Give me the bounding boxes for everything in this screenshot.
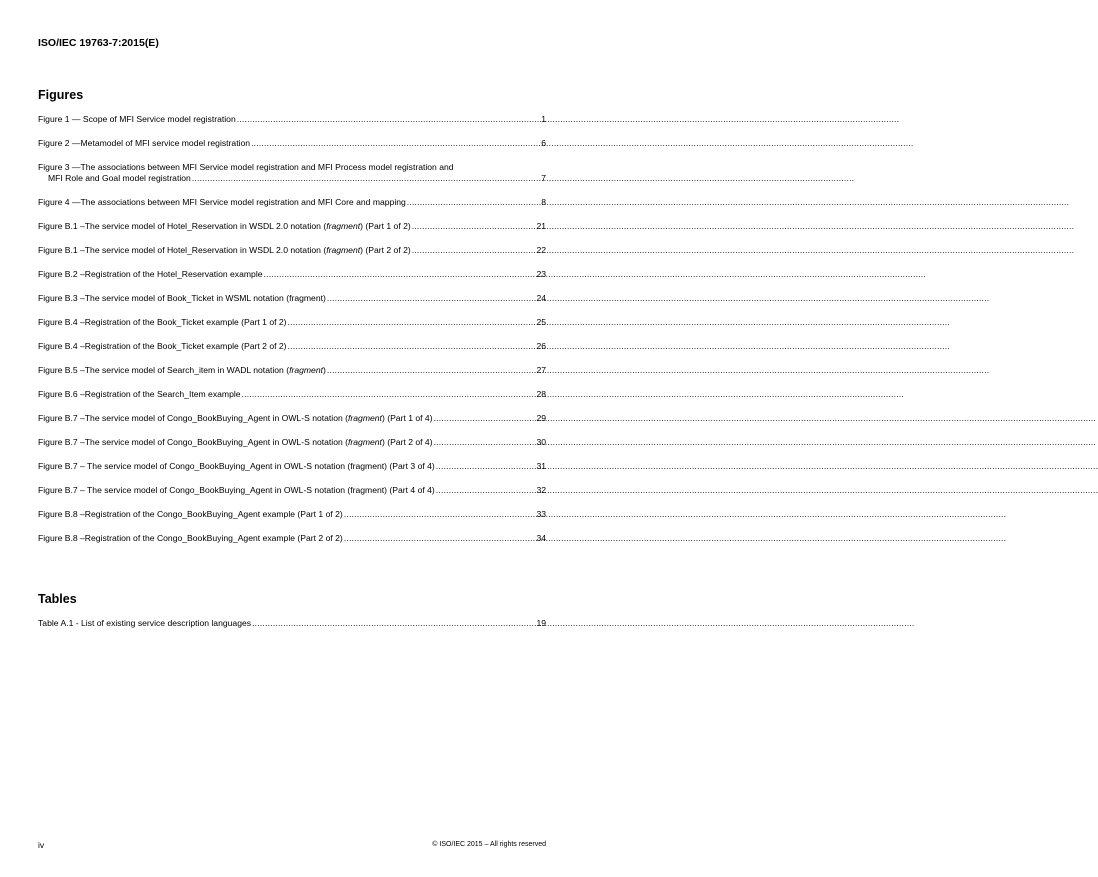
toc-entry-title xyxy=(38,365,326,376)
figure-entry[interactable] xyxy=(38,485,546,496)
dot-leader xyxy=(436,485,536,496)
toc-page-number: 21 xyxy=(536,221,546,231)
figure-entry[interactable] xyxy=(38,293,546,304)
toc-page-number: 32 xyxy=(536,485,546,495)
toc-entry-title xyxy=(38,197,406,208)
figure-entry[interactable] xyxy=(38,114,546,125)
figures-list xyxy=(38,114,546,557)
dot-leader xyxy=(288,341,536,352)
toc-page-number: 6 xyxy=(541,138,546,148)
toc-entry-title-text: Figure B.1 –The service model of Hotel_Reservation in WSDL 2.0 notation ( xyxy=(38,221,327,231)
toc-entry-title xyxy=(48,173,191,184)
toc-entry-title xyxy=(38,114,236,125)
toc-entry-line xyxy=(38,461,546,472)
dot-leader xyxy=(436,461,536,472)
figure-entry[interactable] xyxy=(38,341,546,352)
figure-entry[interactable] xyxy=(38,533,546,544)
toc-page-number: 28 xyxy=(536,389,546,399)
toc-entry-line xyxy=(38,221,546,232)
dot-leader xyxy=(344,533,536,544)
dot-leader xyxy=(288,317,536,328)
toc-page-number: 1 xyxy=(541,114,546,124)
toc-page-number: 7 xyxy=(541,173,546,183)
toc-entry-title-emphasis: fragment xyxy=(348,437,382,447)
dot-leader xyxy=(327,293,536,304)
toc-entry-title-emphasis: fragment xyxy=(348,413,382,423)
dot-leader xyxy=(242,389,536,400)
toc-entry-title xyxy=(38,138,250,149)
toc-entry-line xyxy=(38,317,546,328)
toc-page-number: 27 xyxy=(536,365,546,375)
dot-leader xyxy=(192,173,540,184)
toc-entry-title-text: Figure B.4 –Registration of the Book_Ticket example (Part 1 of 2) xyxy=(38,317,287,327)
dot-leader xyxy=(434,413,536,424)
toc-entry-title-suffix: ) (Part 1 of 2) xyxy=(360,221,411,231)
toc-entry-title-text: Figure B.8 –Registration of the Congo_BookBuying_Agent example (Part 2 of 2) xyxy=(38,533,343,543)
toc-entry-title-text: Figure B.6 –Registration of the Search_Item example xyxy=(38,389,241,399)
toc-entry-title xyxy=(38,245,411,256)
toc-entry-title-suffix: ) (Part 2 of 2) xyxy=(360,245,411,255)
dot-leader xyxy=(251,138,540,149)
toc-entry-title-text: Figure B.5 –The service model of Search_item in WADL notation ( xyxy=(38,365,290,375)
figure-entry[interactable] xyxy=(38,389,546,400)
toc-entry-title xyxy=(38,533,343,544)
toc-entry-title-emphasis: fragment xyxy=(326,221,361,231)
dot-leader xyxy=(327,365,536,376)
toc-page-number: 33 xyxy=(536,509,546,519)
toc-entry-line xyxy=(38,138,546,149)
dot-leader xyxy=(252,618,535,629)
dot-leader xyxy=(237,114,540,125)
toc-entry-title-text: Figure B.8 –Registration of the Congo_BookBuying_Agent example (Part 1 of 2) xyxy=(38,509,343,519)
toc-entry-title xyxy=(38,461,435,472)
toc-entry-title-text: Figure 2 —Metamodel of MFI service model registration xyxy=(38,138,251,148)
toc-entry-title-text: Figure 1 — Scope of MFI Service model registration xyxy=(38,114,236,124)
toc-entry-line xyxy=(38,269,546,280)
figure-entry[interactable] xyxy=(38,509,546,520)
toc-entry-line xyxy=(38,413,546,424)
toc-entry-title xyxy=(38,221,411,232)
toc-page-number: 22 xyxy=(536,245,546,255)
toc-entry-line xyxy=(38,389,546,400)
toc-entry-title-emphasis: fragment xyxy=(289,365,324,375)
toc-entry-title-text: Figure B.7 – The service model of Congo_BookBuying_Agent in OWL-S notation (fragment) (Part 4 of 4) xyxy=(38,485,435,495)
toc-entry-title-emphasis: fragment xyxy=(326,245,361,255)
toc-page-number: 31 xyxy=(536,461,546,471)
dot-leader xyxy=(407,197,540,208)
toc-entry-title xyxy=(38,317,287,328)
toc-entry-title-text: Figure B.1 –The service model of Hotel_Reservation in WSDL 2.0 notation ( xyxy=(38,245,327,255)
tables-list xyxy=(38,618,546,642)
toc-page-number: 25 xyxy=(536,317,546,327)
tables-heading: Tables xyxy=(38,592,77,606)
dot-leader xyxy=(344,509,536,520)
toc-entry-title-text: Figure B.2 –Registration of the Hotel_Reservation example xyxy=(38,269,263,279)
toc-entry-title-text: Figure B.7 –The service model of Congo_BookBuying_Agent in OWL-S notation ( xyxy=(38,437,349,447)
toc-entry-title xyxy=(38,413,433,424)
figure-entry[interactable] xyxy=(38,162,546,184)
figures-heading: Figures xyxy=(38,88,84,102)
toc-entry-line xyxy=(38,618,546,629)
toc-entry-line xyxy=(38,509,546,520)
toc-entry-text-line1: Figure 3 —The associations between MFI Service model registration and MFI Process model registration and xyxy=(38,162,454,172)
dot-leader xyxy=(412,245,536,256)
dot-leader xyxy=(434,437,536,448)
toc-entry-title xyxy=(38,269,263,280)
toc-page-number: 34 xyxy=(536,533,546,543)
figure-entry[interactable] xyxy=(38,461,546,472)
copyright-notice: © ISO/IEC 2015 – All rights reserved xyxy=(432,841,546,848)
toc-entry-line xyxy=(38,437,546,448)
toc-page-number: 23 xyxy=(536,269,546,279)
document-id: ISO/IEC 19763-7:2015(E) xyxy=(38,37,159,49)
toc-entry-title-text: Figure B.3 –The service model of Book_Ticket in WSML notation (fragment) xyxy=(38,293,326,303)
toc-page-number: 26 xyxy=(536,341,546,351)
toc-page-number: 30 xyxy=(536,437,546,447)
toc-entry-title-text: Table A.1 - List of existing service description languages xyxy=(38,618,252,628)
toc-page-number: 19 xyxy=(536,618,546,628)
toc-page-number: 29 xyxy=(536,413,546,423)
toc-entry-title xyxy=(38,437,433,448)
table-entry[interactable] xyxy=(38,618,546,629)
toc-entry-line xyxy=(38,293,546,304)
toc-entry-title xyxy=(38,341,287,352)
figure-entry[interactable] xyxy=(38,317,546,328)
toc-entry-title-text: MFI Role and Goal model registration xyxy=(48,173,191,183)
figure-entry[interactable] xyxy=(38,413,546,424)
toc-entry-line xyxy=(38,197,546,208)
toc-entry-title xyxy=(38,485,435,496)
toc-entry-line xyxy=(38,365,546,376)
toc-entry-title-suffix: ) (Part 2 of 4) xyxy=(381,437,433,447)
toc-entry-line xyxy=(38,533,546,544)
figure-entry[interactable] xyxy=(38,221,546,232)
figure-entry[interactable] xyxy=(38,269,546,280)
toc-entry-line xyxy=(38,245,546,256)
figure-entry[interactable] xyxy=(38,365,546,376)
toc-entry-line xyxy=(38,485,546,496)
dot-leader xyxy=(412,221,536,232)
figure-entry[interactable] xyxy=(38,245,546,256)
dot-leader xyxy=(264,269,536,280)
toc-entry-title xyxy=(38,293,326,304)
toc-entry-title-text: Figure 4 —The associations between MFI Service model registration and MFI Core and mapping xyxy=(38,197,406,207)
toc-entry-title-text: Figure B.7 – The service model of Congo_BookBuying_Agent in OWL-S notation (fragment) (Part 3 of 4) xyxy=(38,461,435,471)
toc-entry-line xyxy=(38,114,546,125)
figure-entry[interactable] xyxy=(38,197,546,208)
toc-entry-line xyxy=(38,173,546,184)
toc-entry-title xyxy=(38,618,251,629)
toc-entry-title xyxy=(38,509,343,520)
toc-entry-title-text: Figure B.7 –The service model of Congo_BookBuying_Agent in OWL-S notation ( xyxy=(38,413,349,423)
toc-page-number: 8 xyxy=(541,197,546,207)
figure-entry[interactable] xyxy=(38,138,546,149)
toc-entry-title-text: Figure B.4 –Registration of the Book_Ticket example (Part 2 of 2) xyxy=(38,341,287,351)
page-number: iv xyxy=(38,840,45,850)
toc-entry-title xyxy=(38,389,241,400)
toc-entry-title-suffix: ) (Part 1 of 4) xyxy=(381,413,433,423)
toc-page-number: 24 xyxy=(536,293,546,303)
toc-entry-title-suffix: ) xyxy=(323,365,326,375)
toc-entry-line xyxy=(38,341,546,352)
figure-entry[interactable] xyxy=(38,437,546,448)
